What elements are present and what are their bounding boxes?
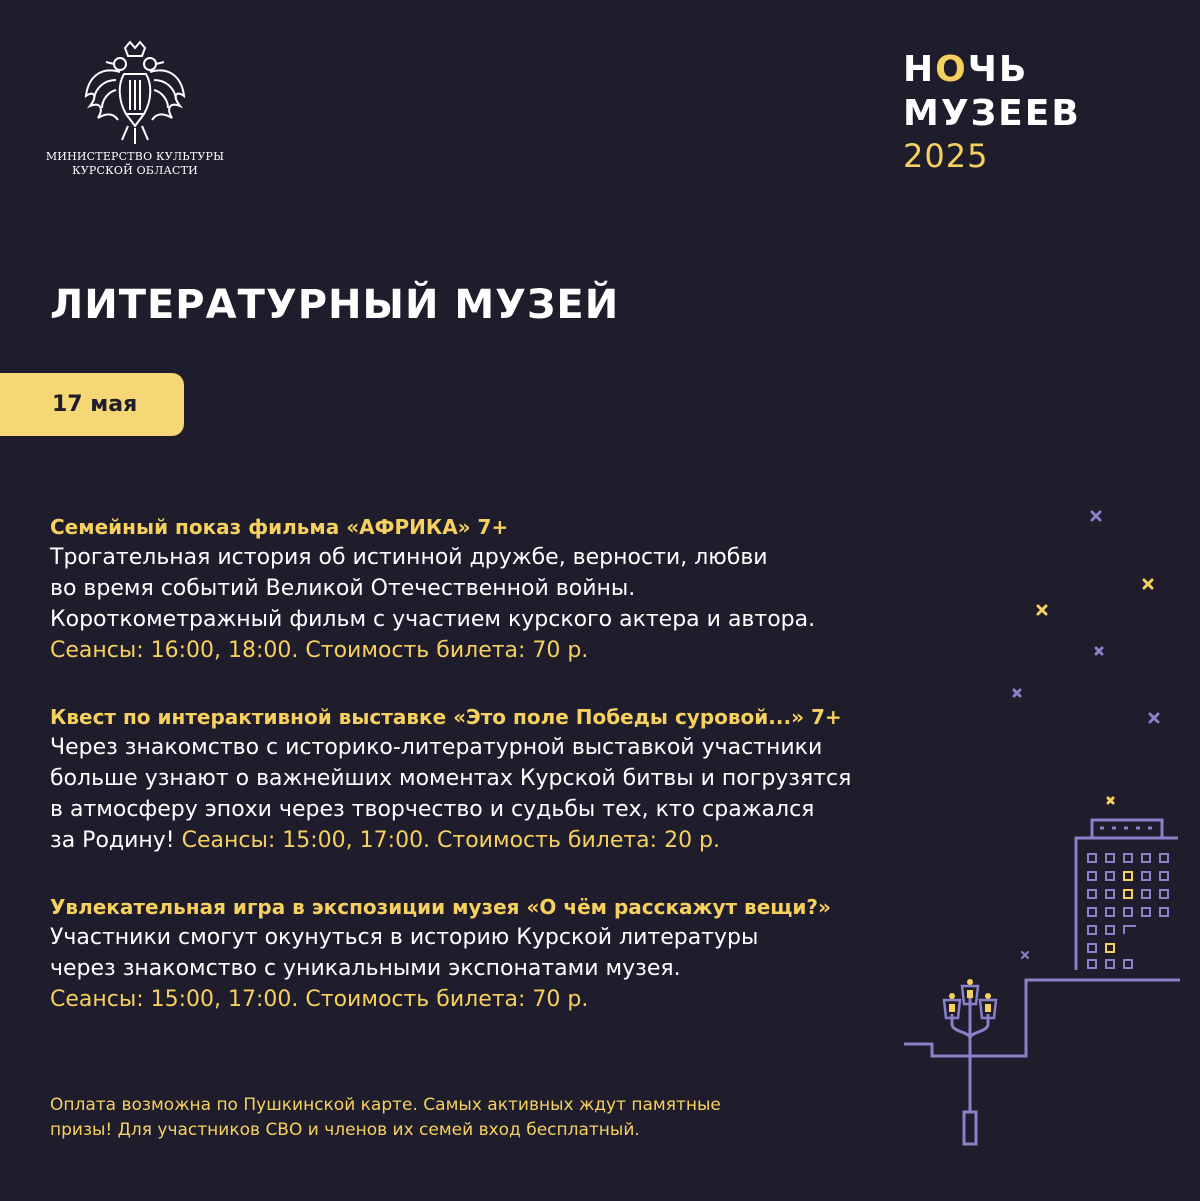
events-list [50, 512, 890, 1051]
event-title: Семейный показ фильма «АФРИКА» 7+ [50, 515, 509, 539]
ministry-logo [40, 40, 230, 178]
footer-line-1: Оплата возможна по Пушкинской карте. Самых активных ждут памятные [50, 1095, 721, 1115]
brand-year: 2025 [903, 137, 989, 175]
event-description-text: за Родину! [50, 828, 175, 853]
emblem-icon [80, 40, 190, 150]
event-item [50, 892, 890, 1015]
event-item [50, 702, 890, 856]
event-description-line: Трогательная история об истинной дружбе, верности, любви [50, 545, 768, 570]
event-title: Увлекательная игра в экспозиции музея «О чём расскажут вещи?» [50, 895, 831, 919]
brand-letters-ch: ЧЬ [967, 49, 1029, 90]
ministry-name-line2: КУРСКОЙ ОБЛАСТИ [72, 164, 198, 177]
event-description-last-line [50, 825, 890, 856]
footer-note [50, 1093, 721, 1143]
brand-letter-o: О [935, 49, 968, 90]
building-icon [1076, 820, 1178, 970]
star-icon [1038, 580, 1152, 803]
event-description-line: во время событий Великой Отечественной войны. [50, 576, 636, 601]
page-title: ЛИТЕРАТУРНЫЙ МУЗЕЙ [50, 282, 620, 328]
event-description-line: Через знакомство с историко-литературной выставкой участники [50, 735, 823, 760]
night-city-illustration [880, 490, 1180, 1160]
event-sessions: Сеансы: 16:00, 18:00. Стоимость билета: 70 р. [50, 638, 589, 663]
event-title: Квест по интерактивной выставке «Это поле Победы суровой...» 7+ [50, 705, 842, 729]
brand-letter-n: Н [903, 49, 936, 90]
event-sessions: Сеансы: 15:00, 17:00. Стоимость билета: 20 р. [181, 828, 721, 853]
night-of-museums-logo [903, 48, 1081, 176]
date-badge: 17 мая [0, 373, 184, 436]
star-icon [1014, 512, 1158, 722]
event-description-line: Участники смогут окунуться в историю Курской литературы [50, 925, 759, 950]
event-description-line: через знакомство с уникальными экспонатами музея. [50, 956, 681, 981]
footer-line-2: призы! Для участников СВО и членов их семей вход бесплатный. [50, 1120, 640, 1140]
event-description-line: Короткометражный фильм с участием курского актера и автора. [50, 607, 816, 632]
brand-line-2: МУЗЕЕВ [903, 93, 1081, 134]
ministry-name-line1: МИНИСТЕРСТВО КУЛЬТУРЫ [45, 150, 225, 163]
event-item [50, 512, 890, 666]
star-icon [1022, 952, 1028, 958]
event-description-line: больше узнают о важнейших моментах Курской битвы и погрузятся [50, 766, 852, 791]
event-sessions: Сеансы: 15:00, 17:00. Стоимость билета: 70 р. [50, 987, 589, 1012]
brand-line-1 [903, 48, 1081, 92]
event-description-line: в атмосферу эпохи через творчество и судьбы тех, кто сражался [50, 797, 815, 822]
